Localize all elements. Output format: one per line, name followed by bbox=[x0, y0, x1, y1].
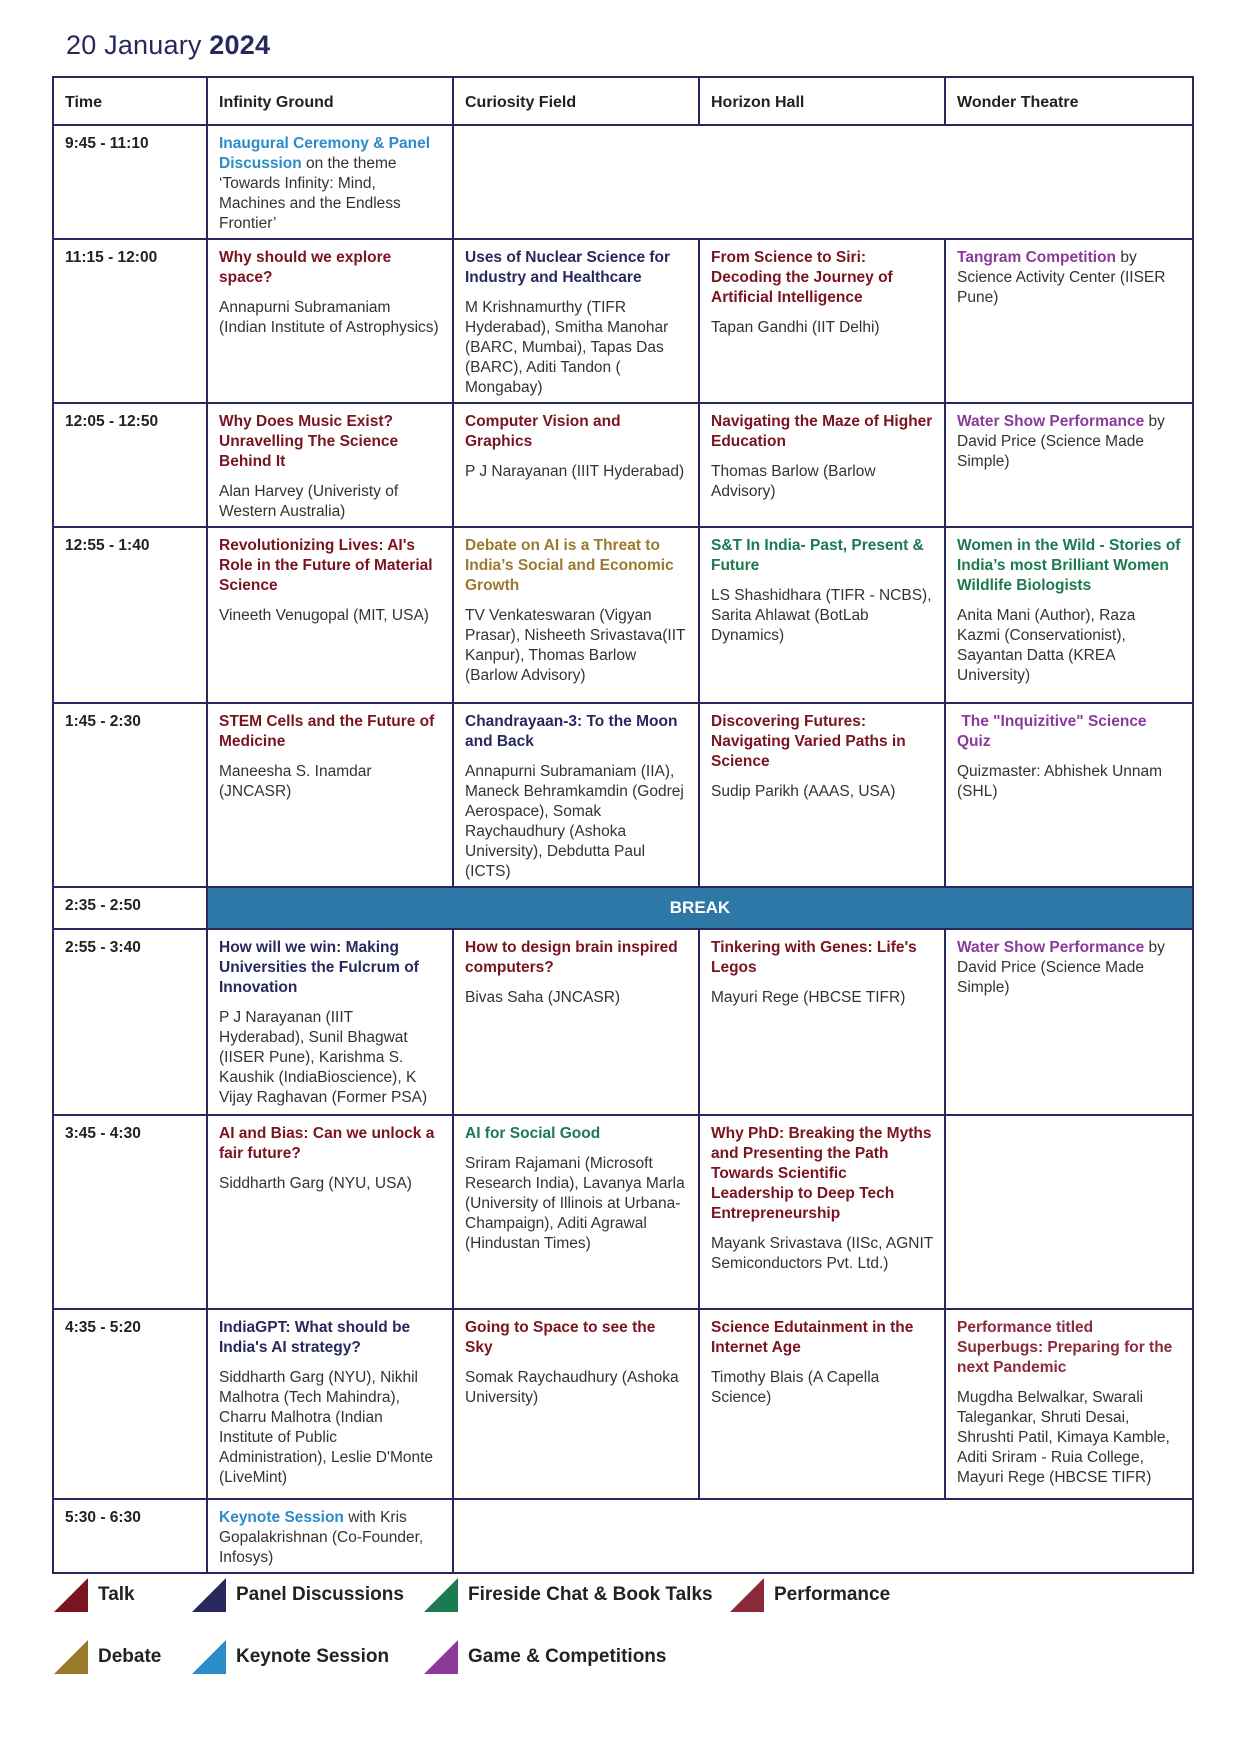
title-date: 20 January bbox=[66, 30, 202, 60]
session-cell bbox=[945, 239, 1193, 403]
session-speakers: Vineeth Venugopal (MIT, USA) bbox=[219, 607, 429, 624]
table-row bbox=[53, 1499, 1193, 1573]
session-speakers: P J Narayanan (IIIT Hyderabad) bbox=[465, 463, 685, 480]
legend-talk bbox=[54, 1578, 135, 1612]
header-wonder-theatre: Wonder Theatre bbox=[945, 77, 1193, 125]
fireside-triangle-icon bbox=[424, 1578, 458, 1612]
session-title: Uses of Nuclear Science for Industry and Healthcare bbox=[465, 249, 671, 286]
talk-triangle-icon bbox=[54, 1578, 88, 1612]
session-title: AI for Social Good bbox=[465, 1125, 601, 1142]
session-title: IndiaGPT: What should be India's AI strategy? bbox=[219, 1319, 411, 1356]
session-cell bbox=[945, 1309, 1193, 1499]
session-speakers: LS Shashidhara (TIFR - NCBS), Sarita Ahlawat (BotLab Dynamics) bbox=[711, 587, 932, 644]
session-highlight: Water Show Performance bbox=[957, 939, 1145, 956]
session-speakers: Alan Harvey (Univeristy of Western Australia) bbox=[219, 483, 399, 520]
session-cell bbox=[453, 1309, 699, 1499]
time-cell: 3:45 - 4:30 bbox=[53, 1115, 207, 1309]
session-cell bbox=[699, 1115, 945, 1309]
session-title: Going to Space to see the Sky bbox=[465, 1319, 656, 1356]
session-title: AI and Bias: Can we unlock a fair future? bbox=[219, 1125, 435, 1162]
session-title: STEM Cells and the Future of Medicine bbox=[219, 713, 435, 750]
legend-label: Talk bbox=[98, 1584, 135, 1605]
session-cell bbox=[699, 703, 945, 887]
legend bbox=[52, 1578, 1192, 1708]
session-title: Science Edutainment in the Internet Age bbox=[711, 1319, 914, 1356]
session-title: Debate on AI is a Threat to India’s Social and Economic Growth bbox=[465, 537, 674, 594]
session-cell bbox=[699, 527, 945, 703]
game-triangle-icon bbox=[424, 1640, 458, 1674]
session-speakers: Siddharth Garg (NYU, USA) bbox=[219, 1175, 412, 1192]
time-cell: 1:45 - 2:30 bbox=[53, 703, 207, 887]
session-cell bbox=[945, 527, 1193, 703]
legend-label: Fireside Chat & Book Talks bbox=[468, 1584, 713, 1605]
session-speakers: Tapan Gandhi (IIT Delhi) bbox=[711, 319, 880, 336]
session-text bbox=[957, 248, 1181, 308]
time-cell: 9:45 - 11:10 bbox=[53, 125, 207, 239]
session-cell bbox=[453, 527, 699, 703]
session-text bbox=[957, 412, 1181, 472]
table-row bbox=[53, 125, 1193, 239]
page-title bbox=[66, 30, 270, 61]
session-speakers: Annapurni Subramaniam (Indian Institute of Astrophysics) bbox=[219, 299, 439, 336]
time-cell: 5:30 - 6:30 bbox=[53, 1499, 207, 1573]
header-infinity-ground: Infinity Ground bbox=[207, 77, 453, 125]
break-banner: BREAK bbox=[207, 887, 1193, 929]
session-speakers: Somak Raychaudhury (Ashoka University) bbox=[465, 1369, 679, 1406]
session-rest: by Science Activity Center (IISER Pune) bbox=[957, 249, 1166, 306]
session-highlight: Inaugural Ceremony & Panel Discussion bbox=[219, 135, 431, 172]
session-cell bbox=[207, 1309, 453, 1499]
legend-label: Keynote Session bbox=[236, 1646, 390, 1667]
session-cell bbox=[453, 403, 699, 527]
time-cell: 2:55 - 3:40 bbox=[53, 929, 207, 1115]
legend-debate bbox=[54, 1640, 161, 1674]
session-cell bbox=[453, 703, 699, 887]
session-highlight: Keynote Session bbox=[219, 1509, 344, 1526]
session-speakers: Timothy Blais (A Capella Science) bbox=[711, 1369, 880, 1406]
time-cell: 11:15 - 12:00 bbox=[53, 239, 207, 403]
table-row bbox=[53, 239, 1193, 403]
session-speakers: M Krishnamurthy (TIFR Hyderabad), Smitha Manohar (BARC, Mumbai), Tapas Das (BARC), Aditi Tandon ( Mongabay) bbox=[465, 299, 669, 396]
session-speakers: Maneesha S. Inamdar (JNCASR) bbox=[219, 763, 372, 800]
session-title: Performance titled Superbugs: Preparing for the next Pandemic bbox=[957, 1319, 1173, 1376]
session-rest: by David Price (Science Made Simple) bbox=[957, 413, 1165, 470]
session-speakers: Annapurni Subramaniam (IIA), Maneck Behramkamdin (Godrej Aerospace), Somak Raychaudhury (Ashoka University), Debdutta Paul (ICTS) bbox=[465, 763, 684, 880]
session-title: Discovering Futures: Navigating Varied Paths in Science bbox=[711, 713, 906, 770]
empty-cell bbox=[453, 1499, 1193, 1573]
table-row bbox=[53, 1115, 1193, 1309]
time-cell: 4:35 - 5:20 bbox=[53, 1309, 207, 1499]
session-rest: with Kris Gopalakrishnan (Co-Founder, Infosys) bbox=[219, 1509, 424, 1566]
session-cell bbox=[207, 125, 453, 239]
table-row bbox=[53, 929, 1193, 1115]
session-speakers: TV Venkateswaran (Vigyan Prasar), Nisheeth Srivastava(IIT Kanpur), Thomas Barlow (Barlow Advisory) bbox=[465, 607, 686, 684]
session-speakers: Sriram Rajamani (Microsoft Research India), Lavanya Marla (University of Illinois at Urbana-Champaign), Aditi Agrawal (Hindustan Times) bbox=[465, 1155, 685, 1252]
break-row bbox=[53, 887, 1193, 929]
session-cell bbox=[945, 403, 1193, 527]
session-speakers: Bivas Saha (JNCASR) bbox=[465, 989, 621, 1006]
session-rest: on the theme ‘Towards Infinity: Mind, Machines and the Endless Frontier’ bbox=[219, 155, 401, 232]
header-curiosity-field: Curiosity Field bbox=[453, 77, 699, 125]
legend-fireside bbox=[424, 1578, 713, 1612]
session-cell bbox=[207, 527, 453, 703]
session-title: The "Inquizitive" Science Quiz bbox=[957, 713, 1151, 750]
time-cell: 12:05 - 12:50 bbox=[53, 403, 207, 527]
session-text bbox=[219, 134, 441, 234]
legend-performance bbox=[730, 1578, 890, 1612]
session-title: How will we win: Making Universities the Fulcrum of Innovation bbox=[219, 939, 419, 996]
session-cell bbox=[453, 1115, 699, 1309]
legend-label: Game & Competitions bbox=[468, 1646, 667, 1667]
session-title: Women in the Wild - Stories of India’s most Brilliant Women Wildlife Biologists bbox=[957, 537, 1181, 594]
session-text bbox=[219, 1508, 441, 1568]
session-title: Why PhD: Breaking the Myths and Presenting the Path Towards Scientific Leadership to Deep Tech Entrepreneurship bbox=[711, 1125, 932, 1222]
session-speakers: Anita Mani (Author), Raza Kazmi (Conservationist), Sayantan Datta (KREA University) bbox=[957, 607, 1136, 684]
session-speakers: Quizmaster: Abhishek Unnam (SHL) bbox=[957, 763, 1163, 800]
session-cell bbox=[453, 239, 699, 403]
table-row bbox=[53, 527, 1193, 703]
session-speakers: Mayank Srivastava (IISc, AGNIT Semiconductors Pvt. Ltd.) bbox=[711, 1235, 933, 1272]
header-horizon-hall: Horizon Hall bbox=[699, 77, 945, 125]
session-title: Revolutionizing Lives: AI's Role in the Future of Material Science bbox=[219, 537, 433, 594]
header-time: Time bbox=[53, 77, 207, 125]
session-speakers: P J Narayanan (IIIT Hyderabad), Sunil Bhagwat (IISER Pune), Karishma S. Kaushik (IndiaBioscience), K Vijay Raghavan (Former PSA) bbox=[219, 1009, 428, 1106]
table-row bbox=[53, 403, 1193, 527]
session-cell bbox=[207, 1115, 453, 1309]
session-cell bbox=[699, 239, 945, 403]
session-title: Computer Vision and Graphics bbox=[465, 413, 621, 450]
session-cell bbox=[207, 929, 453, 1115]
session-cell bbox=[207, 703, 453, 887]
session-speakers: Mayuri Rege (HBCSE TIFR) bbox=[711, 989, 906, 1006]
legend-label: Panel Discussions bbox=[236, 1584, 404, 1605]
table-row bbox=[53, 703, 1193, 887]
session-title: How to design brain inspired computers? bbox=[465, 939, 678, 976]
session-title: From Science to Siri: Decoding the Journey of Artificial Intelligence bbox=[711, 249, 893, 306]
session-speakers: Mugdha Belwalkar, Swarali Talegankar, Shruti Desai, Shrushti Patil, Kimaya Kamble, Aditi Sriram - Ruia College, Mayuri Rege (HBCSE TIFR) bbox=[957, 1389, 1170, 1486]
session-speakers: Thomas Barlow (Barlow Advisory) bbox=[711, 463, 876, 500]
session-cell bbox=[207, 403, 453, 527]
panel-triangle-icon bbox=[192, 1578, 226, 1612]
session-title: S&T In India- Past, Present & Future bbox=[711, 537, 924, 574]
session-text bbox=[957, 938, 1181, 998]
empty-cell bbox=[453, 125, 1193, 239]
legend-keynote bbox=[192, 1640, 389, 1674]
session-cell bbox=[699, 1309, 945, 1499]
table-row bbox=[53, 1309, 1193, 1499]
session-cell bbox=[453, 929, 699, 1115]
session-highlight: Water Show Performance bbox=[957, 413, 1145, 430]
legend-panel bbox=[192, 1578, 404, 1612]
legend-label: Performance bbox=[774, 1584, 891, 1605]
time-cell: 12:55 - 1:40 bbox=[53, 527, 207, 703]
legend-label: Debate bbox=[98, 1646, 162, 1667]
session-cell bbox=[207, 239, 453, 403]
empty-cell bbox=[945, 1115, 1193, 1309]
session-title: Why should we explore space? bbox=[219, 249, 392, 286]
title-year: 2024 bbox=[209, 30, 271, 60]
session-cell bbox=[945, 703, 1193, 887]
session-speakers: Sudip Parikh (AAAS, USA) bbox=[711, 783, 896, 800]
header-row bbox=[53, 77, 1193, 125]
session-title: Why Does Music Exist? Unravelling The Science Behind It bbox=[219, 413, 399, 470]
session-rest: by David Price (Science Made Simple) bbox=[957, 939, 1165, 996]
session-cell bbox=[945, 929, 1193, 1115]
session-cell bbox=[207, 1499, 453, 1573]
session-title: Navigating the Maze of Higher Education bbox=[711, 413, 933, 450]
performance-triangle-icon bbox=[730, 1578, 764, 1612]
session-speakers: Siddharth Garg (NYU), Nikhil Malhotra (Tech Mahindra), Charru Malhotra (Indian Institute of Public Administration), Leslie D'Monte (LiveMint) bbox=[219, 1369, 434, 1486]
legend-game bbox=[424, 1640, 666, 1674]
keynote-triangle-icon bbox=[192, 1640, 226, 1674]
debate-triangle-icon bbox=[54, 1640, 88, 1674]
session-highlight: Tangram Competition bbox=[957, 249, 1117, 266]
time-cell: 2:35 - 2:50 bbox=[53, 887, 207, 929]
schedule-table bbox=[52, 76, 1194, 1574]
session-cell bbox=[699, 403, 945, 527]
session-title: Chandrayaan-3: To the Moon and Back bbox=[465, 713, 678, 750]
session-cell bbox=[699, 929, 945, 1115]
session-title: Tinkering with Genes: Life's Legos bbox=[711, 939, 917, 976]
